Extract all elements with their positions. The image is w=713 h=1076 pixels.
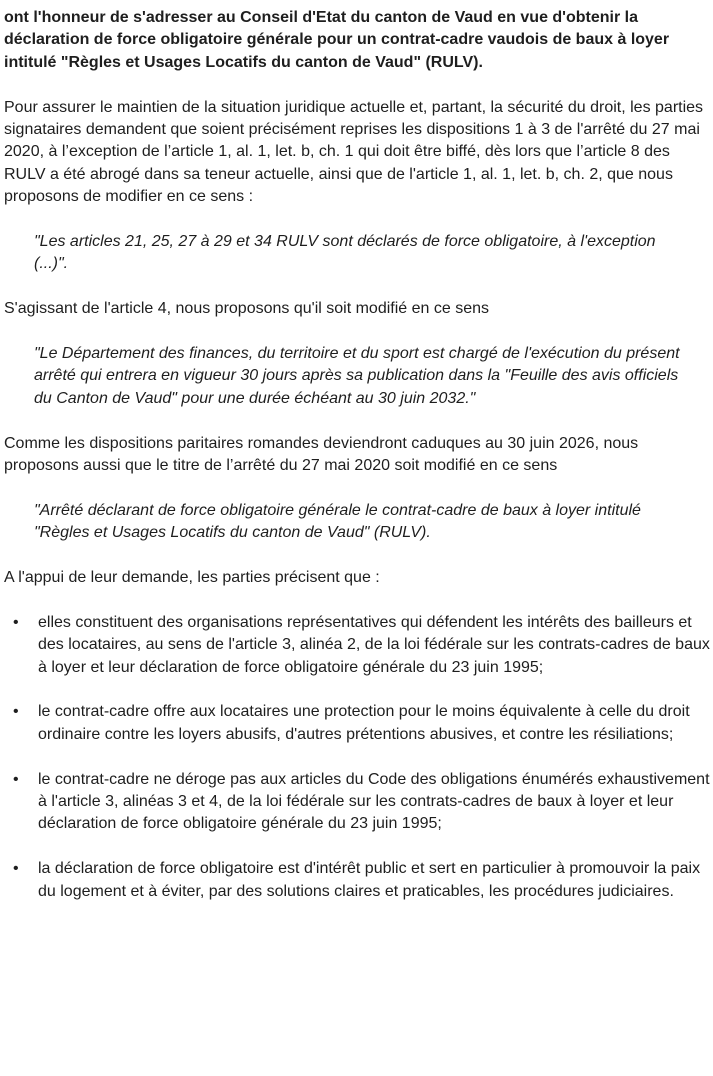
quote-departement-finances: "Le Département des finances, du territoire et du sport est chargé de l'exécution du présent arrêté qui entrera en vigueur 30 jours après sa publication dans la "Feuille des avis officiels du Canton de Vaud" pour une durée échéant au 30 juin 2032."	[34, 345, 680, 407]
bullet-icon: •	[13, 703, 19, 721]
bullet-text-protection: le contrat-cadre offre aux locataires une protection pour le moins équivalente à celle du droit ordinaire contre les loyers abusifs, d'autres prétentions abusives, et contre les résiliations;	[38, 703, 690, 743]
bullet-item-protection	[4, 701, 710, 746]
bullet-item-interet-public	[4, 858, 710, 903]
paragraph-maintien-juridique: Pour assurer le maintien de la situation juridique actuelle et, partant, la sécurité du droit, les parties signataires demandent que soient précisément reprises les dispositions 1 à 3 de l'arrêté du 27 mai 2020, à l’exception de l’article 1, al. 1, let. b, ch. 1 qui doit être biffé, dès lors que l’article 8 des RULV a été abrogé dans sa teneur actuelle, ainsi que de l'article 1, al. 1, let. b, ch. 2, que nous proposons de modifier en ce sens :	[4, 98, 704, 206]
bullet-item-code-obligations	[4, 769, 710, 836]
intro-paragraph-bold: ont l'honneur de s'adresser au Conseil d'Etat du canton de Vaud en vue d'obtenir la déclaration de force obligatoire générale pour un contrat-cadre vaudois de baux à loyer intitulé "Règles et Usages Locatifs du canton de Vaud" (RULV).	[4, 9, 670, 71]
bullet-text-code-obligations: le contrat-cadre ne déroge pas aux articles du Code des obligations énumérés exhaustivement à l'article 3, alinéas 3 et 4, de la loi fédérale sur les contrats-cadres de baux à loyer et leur déclaration de force obligatoire générale du 23 juin 1995;	[38, 770, 710, 833]
bullet-text-organisations: elles constituent des organisations représentatives qui défendent les intérêts des bailleurs et des locataires, au sens de l'article 3, alinéa 2, de la loi fédérale sur les contrats-cadres de baux à loyer et leur déclaration de force obligatoire générale du 23 juin 1995;	[38, 613, 710, 676]
quote-titre-arrete: "Arrêté déclarant de force obligatoire générale le contrat-cadre de baux à loyer intitulé "Règles et Usages Locatifs du canton de Vaud" (RULV).	[34, 501, 641, 542]
paragraph-appui-demande: A l'appui de leur demande, les parties précisent que :	[4, 569, 380, 587]
bullet-icon: •	[13, 770, 19, 788]
bullet-text-interet-public: la déclaration de force obligatoire est d'intérêt public et sert en particulier à promouvoir la paix du logement et à éviter, par des solutions claires et praticables, les procédures judiciaires.	[38, 860, 701, 900]
paragraph-dispositions-caduques: Comme les dispositions paritaires romandes deviendront caduques au 30 juin 2026, nous proposons aussi que le titre de l’arrêté du 27 mai 2020 soit modifié en ce sens	[4, 434, 639, 475]
bullet-icon: •	[13, 860, 19, 878]
bullet-item-organisations	[4, 612, 710, 679]
bullet-icon: •	[13, 613, 19, 631]
paragraph-article-4: S'agissant de l'article 4, nous proposons qu'il soit modifié en ce sens	[4, 300, 489, 318]
quote-articles-rulv: "Les articles 21, 25, 27 à 29 et 34 RULV sont déclarés de force obligatoire, à l'exception (...)".	[34, 233, 656, 273]
